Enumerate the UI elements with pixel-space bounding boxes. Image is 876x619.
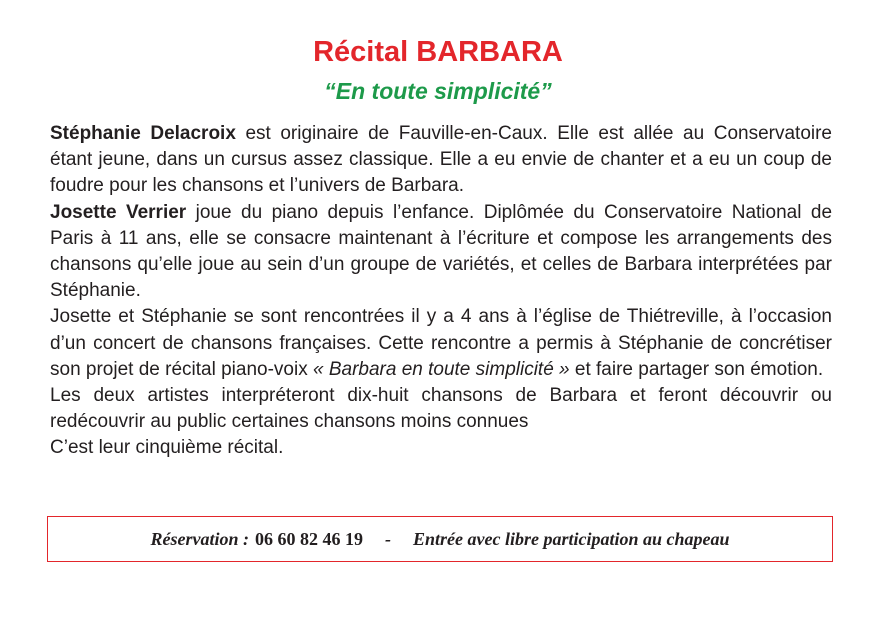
paragraph-meeting-text: Josette et Stéphanie se sont rencontrées il y a 4 ans à l’église de Thiétreville, à l’occasion d’un concert de chansons françaises. Cette rencontre a permis à Stéphanie de concrétiser son projet de récital piano-voix [50, 306, 832, 380]
paragraph-delacroix [50, 121, 832, 200]
paragraph-verrier [50, 200, 832, 305]
paragraph-verrier-text: joue du piano depuis l’enfance. Diplômée du Conservatoire National de Paris à 11 ans, elle se consacre maintenant à l’écriture et compose les arrangements des chansons qu’elle joue au sein d’un groupe de variétés, et celles de Barbara interprétées par Stéphanie. [50, 201, 833, 302]
page-title: Récital BARBARA [313, 36, 563, 68]
reservation-separator: - [385, 528, 391, 549]
reservation-phone: 06 60 82 46 19 [255, 528, 363, 549]
paragraph-meeting [50, 304, 832, 383]
reservation-box [47, 516, 833, 562]
artist-name-verrier: Josette Verrier [50, 201, 187, 223]
body-text [50, 121, 832, 462]
paragraph-meeting-end: et faire partager son émotion. [569, 358, 824, 380]
artist-name-delacroix: Stéphanie Delacroix [50, 123, 236, 144]
reservation-label: Réservation : [150, 528, 249, 549]
page-subtitle: “En toute simplicité” [324, 78, 552, 104]
paragraph-fifth-recital: C’est leur cinquième récital. [50, 437, 284, 459]
paragraph-songs: Les deux artistes interpréteront dix-huit chansons de Barbara et feront découvrir ou redécouvrir au public certaines chansons moins connues [50, 385, 832, 433]
paragraph-delacroix-text: est originaire de Fauville-en-Caux. Elle est allée au Conservatoire étant jeune, dans un cursus assez classique. Elle a eu envie de chanter et a eu un coup de foudre pour les chansons et l’univers de Barbara. [50, 123, 832, 197]
recital-name-quote: « Barbara en toute simplicité » [312, 358, 570, 380]
reservation-entry: Entrée avec libre participation au chapeau [413, 528, 730, 549]
